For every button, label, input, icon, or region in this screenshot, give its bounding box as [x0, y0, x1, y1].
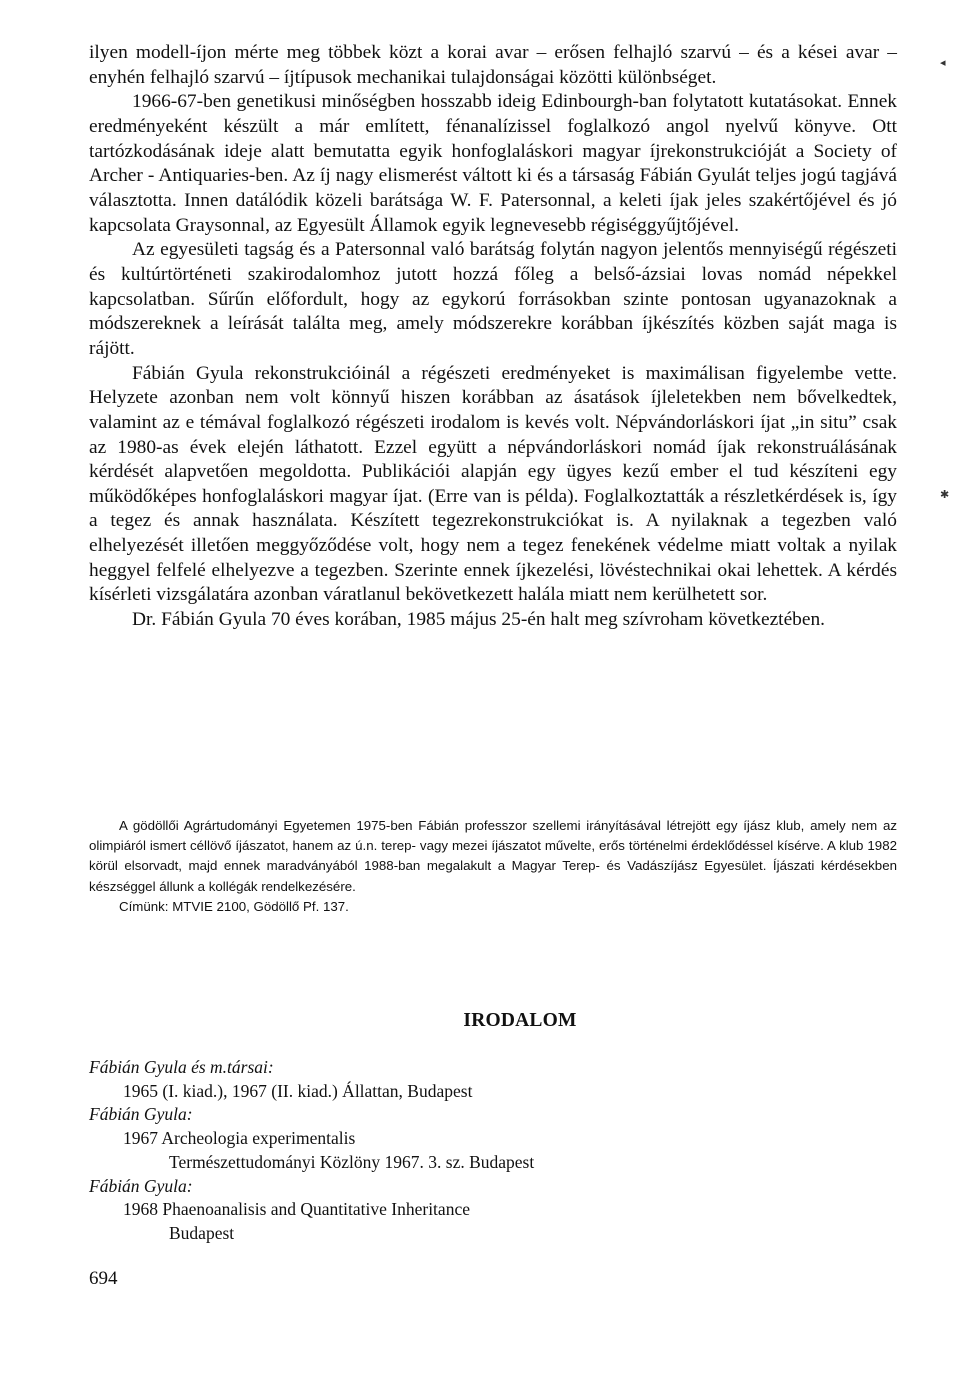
reference-list [89, 1056, 789, 1246]
section-heading [0, 1010, 960, 1032]
reference-line: Természettudományi Közlöny 1967. 3. sz. Budapest [169, 1151, 535, 1172]
reference-line: 1965 (I. kiad.), 1967 (II. kiad.) Állattan, Budapest [123, 1080, 473, 1101]
reference-line: 1968 Phaenoanalisis and Quantitative Inheritance [123, 1199, 470, 1220]
note-address: Címünk: MTVIE 2100, Gödöllő Pf. 137. [119, 898, 349, 914]
paragraph: Fábián Gyula rekonstrukcióinál a régészeti eredményeket is maximálisan figyelembe vette. Helyzete azonban nem volt könnyű hiszen korábban az ásatások íjleletekben nem bővelkedtek, valamint az e témával foglalkozó régészeti irodalom is kevés volt. Népvándorláskori íjat „in situ” csak az 1980-as évek elején láthatott. Ezzel együtt a népvándorláskori nomád íjak rekonstruálásának kérdését alapvetően megoldotta. Publikációi alapján egy ügyes kezű ember el tud készíteni egy működőképes honfoglaláskori magyar íjat. (Erre van is példa). Foglalkoztatták a részletkérdések is, így a tegez és annak használata. Készített tegezrekonstrukciókat is. A nyilaknak a tegezben való elhelyezését illetően meggyőződése volt, hogy nem a tegez fenekének védelme miatt voltak a nyilak heggyel felfelé elhelyezve a tegezben. Szerinte ennek íjkezelési, lövéstechnikai okai lehettek. A kérdés kísérleti vizsgálatára azonban váratlanul bekövetkezett halála miatt nem kerülhetett sor. [89, 362, 897, 606]
paragraph: Az egyesületi tagság és a Patersonnal való barátság folytán nagyon jelentős mennyiségű régészeti és kultúrtörténeti szakirodalomhoz jutott hozzá főleg a belső-ázsiai lovas nomád népekkel kapcsolatban. Sűrűn előfordult, hogy az egykorú forrásokban szinte pontosan ugyanazoknak a módszereknek a leírását találta meg, amely módszerekre korábban íjkészítés közben saját maga is rájött. [89, 239, 897, 359]
reference-line: 1967 Archeologia experimentalis [123, 1128, 356, 1149]
reference-author: Fábián Gyula: [89, 1104, 193, 1125]
reference-author: Fábián Gyula és m.társai: [89, 1057, 274, 1077]
reference-author: Fábián Gyula: [89, 1175, 193, 1196]
paragraph: Dr. Fábián Gyula 70 éves korában, 1985 május 25-én halt meg szívroham következtében. [132, 609, 826, 631]
body-text [89, 41, 897, 633]
club-note [89, 816, 897, 917]
reference-line: Budapest [169, 1222, 235, 1243]
scan-speck-icon: ◂ [940, 57, 946, 69]
paragraph: 1966-67-ben genetikusi minőségben hosszabb ideig Edinbourgh-ban folytatott kutatásokat. Ennek eredményeként készült a már említett, fénanalízissel foglalkozó angol nyelvű könyve. Ott tartózkodásának ideje alatt bemutatta egyik honfoglaláskori magyar íjrekonstrukcióját a Society of Archer - Antiquaries-ben. Az íj nagy elismerést váltott ki és a társaság Fábián Gyulát teljes jogú tagjává választotta. Innen datálódik közeli barátsága W. F. Patersonnal, a keleti íjak jeles szakértőjével és jó kapcsolata Graysonnal, az Egyesült Államok egyik legnevesebb régiséggyűjtőjével. [89, 91, 897, 236]
section-heading-text: IRODALOM [463, 1010, 577, 1031]
scan-speck-icon: ✱ [940, 489, 950, 501]
paragraph: ilyen modell-íjon mérte meg többek közt a korai avar – erősen felhajló szarvú – és a kései avar – enyhén felhajló szarvú – íjtípusok mechanikai tulajdonságai közötti különbséget. [89, 42, 897, 88]
page-number: 694 [89, 1268, 118, 1289]
note-text: A gödöllői Agrártudományi Egyetemen 1975-ben Fábián professzor szellemi irányításával létrejött egy íjász klub, amely nem az olimpiáról ismert céllövő íjászatot, hanem az ú.n. terep- vagy mezei íjászatot művelte, erős történelmi érdeklődéssel kísérve. A klub 1982 körül elsorvadt, majd ennek maradványából 1988-ban megalakult a Magyar Terep- és Vadászíjász Egyesület. Íjászati kérdésekben készséggel állunk a kollégák rendelkezésére. [89, 818, 897, 894]
